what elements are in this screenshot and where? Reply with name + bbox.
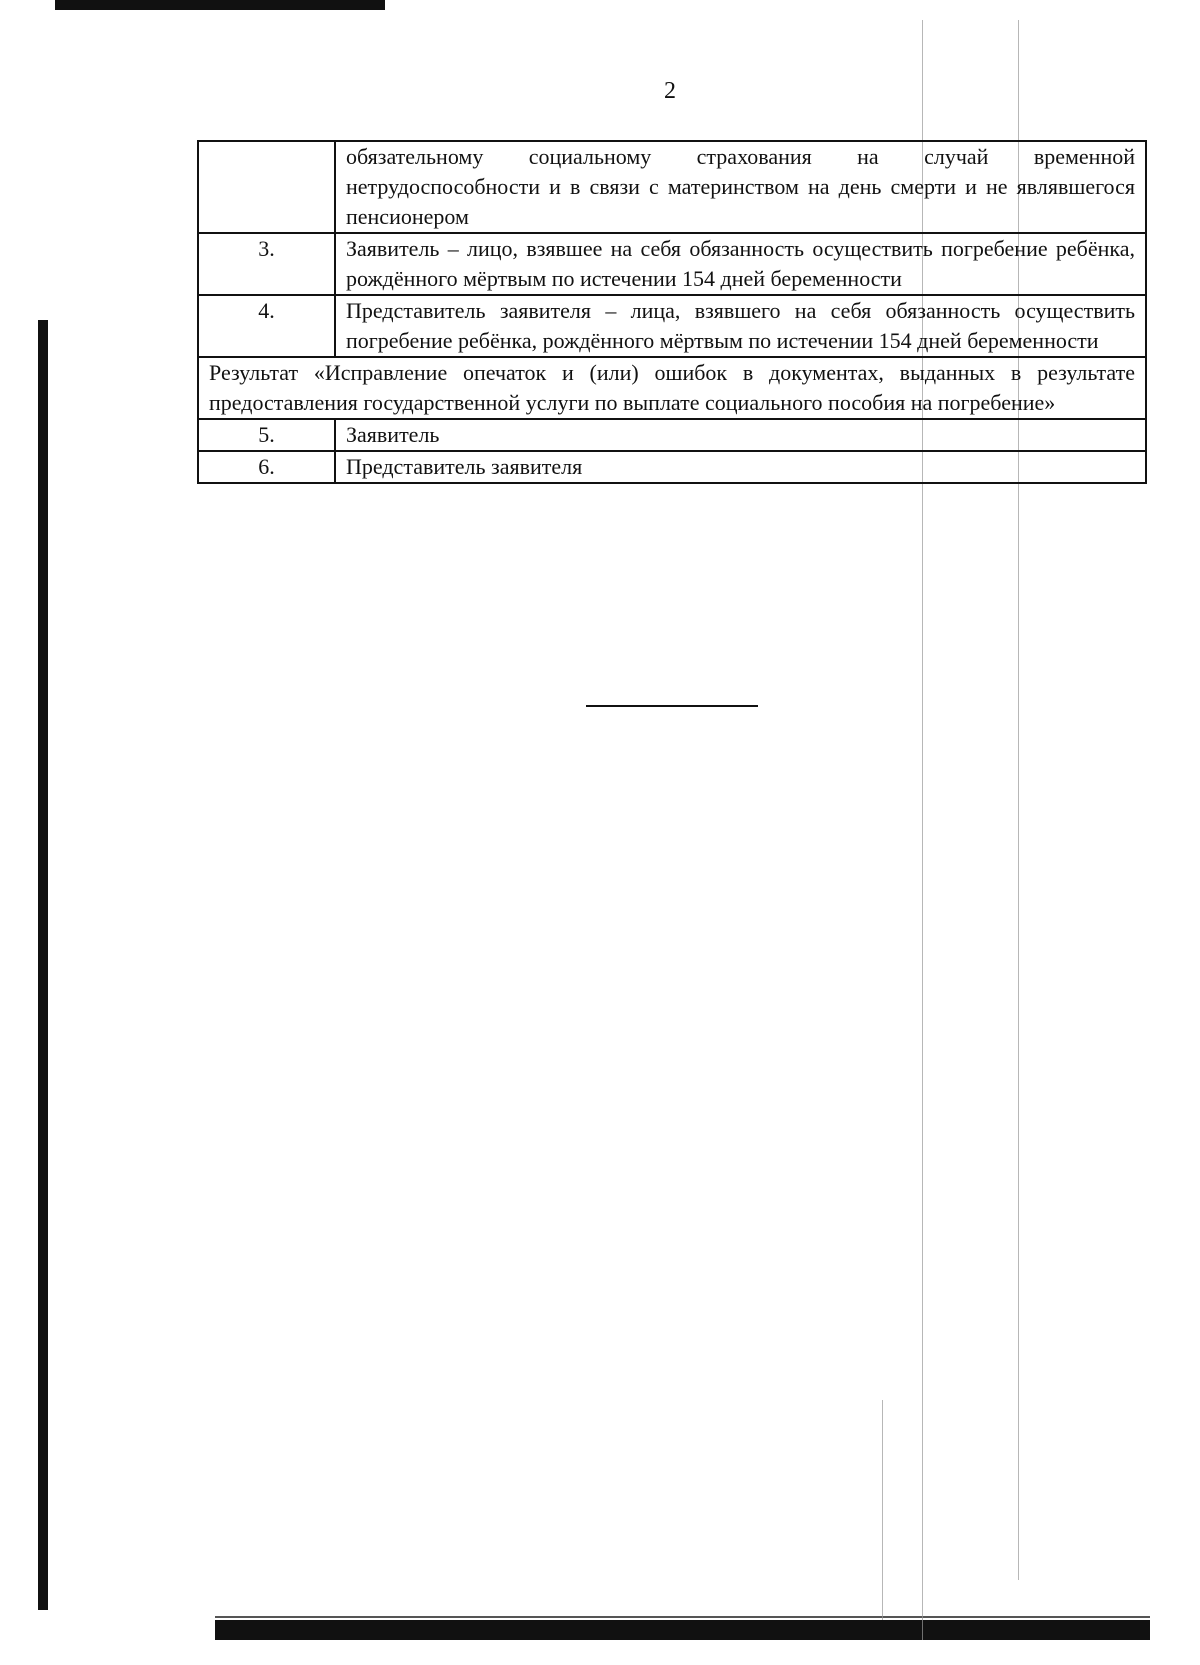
scan-edge-bottom — [215, 1620, 1150, 1640]
row-number: 5. — [198, 419, 335, 451]
scan-edge-left — [38, 320, 48, 1610]
scan-crease-line — [882, 1400, 883, 1620]
table-row — [198, 419, 1146, 451]
row-text: Заявитель — [335, 419, 1146, 451]
row-number: 3. — [198, 233, 335, 295]
scan-edge-bottom-line — [215, 1616, 1150, 1618]
table-row — [198, 141, 1146, 233]
section-header-text: Результат «Исправление опечаток и (или) ошибок в документах, выданных в результате предоставления государственной услуги по выплате социального пособия на погребение» — [198, 357, 1146, 419]
end-of-document-line — [586, 705, 758, 707]
table-row — [198, 295, 1146, 357]
row-number — [198, 141, 335, 233]
page-number: 2 — [664, 78, 676, 104]
row-number: 4. — [198, 295, 335, 357]
scan-edge-top — [55, 0, 385, 10]
row-text: Представитель заявителя — [335, 451, 1146, 483]
table-section-header — [198, 357, 1146, 419]
table-row — [198, 451, 1146, 483]
row-text: Представитель заявителя – лица, взявшего на себя обязанность осуществить погребение ребёнка, рождённого мёртвым по истечении 154 дней беременности — [335, 295, 1146, 357]
document-table — [197, 140, 1147, 484]
table-row — [198, 233, 1146, 295]
row-text: обязательному социальному страхования на случай временной нетрудоспособности и в связи с материнством на день смерти и не являвшегося пенсионером — [335, 141, 1146, 233]
row-number: 6. — [198, 451, 335, 483]
row-text: Заявитель – лицо, взявшее на себя обязанность осуществить погребение ребёнка, рождённого мёртвым по истечении 154 дней беременности — [335, 233, 1146, 295]
